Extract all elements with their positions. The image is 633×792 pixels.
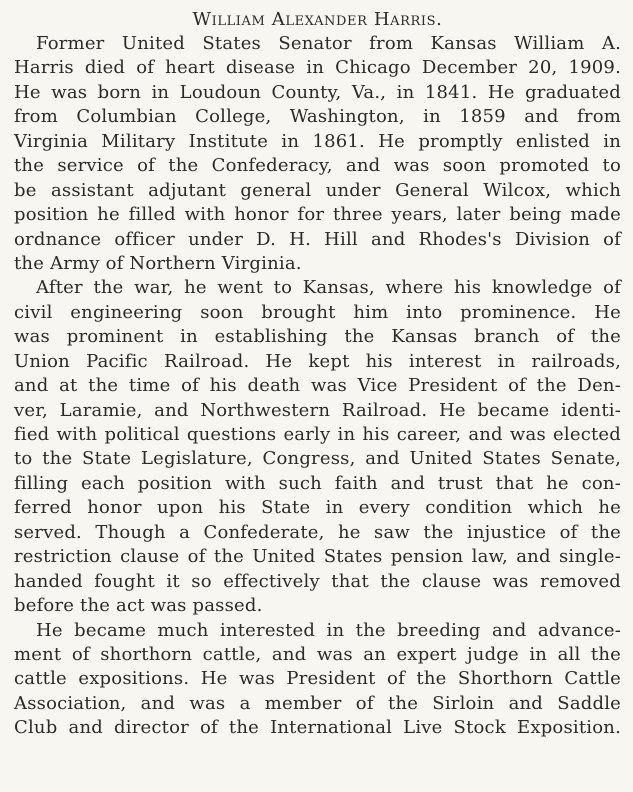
text-line: to the State Legislature, Congress, and United States Senate, (14, 448, 621, 470)
text-line: restriction clause of the United States pension law, and single- (14, 546, 621, 568)
text-line: Association, and was a member of the Sirloin and Saddle (14, 692, 621, 714)
paragraph-3 (14, 619, 621, 741)
text-line: After the war, he went to Kansas, where his knowledge of (36, 277, 621, 299)
text-line: ordnance officer under D. H. Hill and Rhodes's Division of (14, 228, 621, 250)
text-line: the Army of Northern Virginia. (14, 252, 302, 274)
text-line: ferred honor upon his State in every condition which he (14, 497, 621, 519)
paragraph-1 (14, 32, 621, 276)
text-line: ment of shorthorn cattle, and was an expert judge in all the (14, 643, 621, 665)
text-line: civil engineering soon brought him into prominence. He (14, 301, 621, 323)
text-line: position he filled with honor for three years, later being made (14, 204, 621, 226)
text-line: Union Pacific Railroad. He kept his interest in railroads, (14, 350, 621, 372)
text-line: filling each position with such faith and trust that he con- (14, 472, 621, 494)
text-line: fied with political questions early in his career, and was elected (14, 424, 621, 445)
text-line: cattle expositions. He was President of the Shorthorn Cattle (14, 668, 621, 690)
text-line: Former United States Senator from Kansas William A. (36, 33, 621, 54)
text-line: Club and director of the International Live Stock Exposition. (14, 717, 621, 739)
text-line: Virginia Military Institute in 1861. He promptly enlisted in (14, 130, 621, 152)
article-title: William Alexander Harris. (192, 9, 443, 30)
text-line: was prominent in establishing the Kansas branch of the (14, 326, 621, 348)
text-line: He was born in Loudoun County, Va., in 1841. He graduated (14, 81, 621, 103)
text-line: before the act was passed. (14, 595, 263, 617)
text-line: Harris died of heart disease in Chicago December 20, 1909. (14, 57, 621, 79)
text-line: ver, Laramie, and Northwestern Railroad. He became identi- (14, 399, 621, 421)
text-line: and at the time of his death was Vice President of the Den- (14, 375, 621, 397)
text-line: from Columbian College, Washington, in 1859 and from (14, 106, 621, 128)
text-line: be assistant adjutant general under General Wilcox, which (14, 179, 621, 201)
text-line: handed fought it so effectively that the clause was removed (14, 570, 621, 592)
text-line: He became much interested in the breeding and advance- (36, 619, 621, 641)
text-line: the service of the Confederacy, and was soon promoted to (14, 155, 621, 177)
text-line: served. Though a Confederate, he saw the injustice of the (14, 521, 621, 543)
paragraph-2 (14, 276, 621, 618)
